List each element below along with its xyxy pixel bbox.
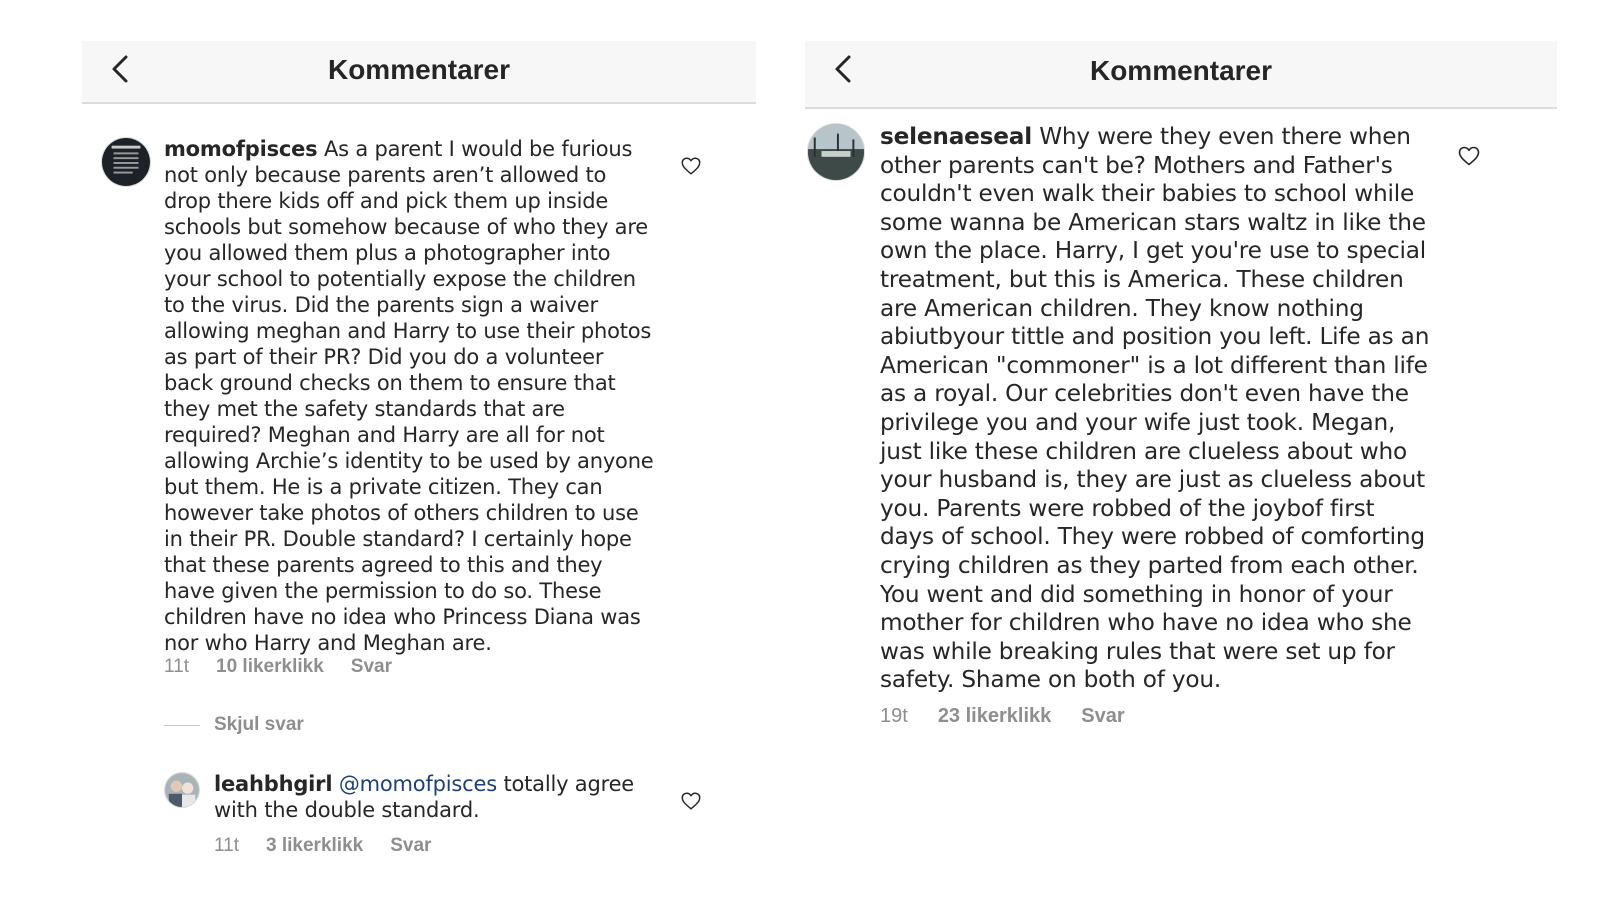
- like-button[interactable]: [1457, 144, 1481, 168]
- comment-text: Why were they even there when other parents can't be? Mothers and Father's couldn't even walk their babies to school while some wanna be American stars waltz in like the own the place. Harry, I get you're use to special treatment, but this is America. These children are American children. They know nothing abiutbyour tittle and position you left. Life as an American "commoner" is a lot different than life as a royal. Our celebrities don't even have the privilege you and your wife just took. Megan, just like these children are clueless about who your husband is, they are just as clueless about you. Parents were robbed of the joybof first days of school. They were robbed of comforting crying children as they parted from each other. You went and did something in honor of your mother for children who have no idea who she was while breaking rules that were set up for safety. Shame on both of you.: [880, 123, 1430, 694]
- reply-time: 11t: [214, 835, 240, 856]
- comment-body: [880, 123, 1435, 695]
- avatar[interactable]: [101, 137, 151, 187]
- comment-meta: [880, 705, 1125, 728]
- comment-text: As a parent I would be furious not only because parents aren’t allowed to drop there kids off and pick them up inside schools but somehow because of who they are you allowed them plus a photographer into your school to potentially expose the children to the virus. Did the parents sign a waiver allowing meghan and Harry to use their photos as part of their PR? Did you do a volunteer back ground checks on them to ensure that they met the safety standards that are required? Meghan and Harry are all for not allowing Archie’s identity to be used by anyone but them. He is a private citizen. They can however take photos of others children to use in their PR. Double standard? I certainly hope that these parents agreed to this and they have given the permission to do so. These children have no idea who Princess Diana was nor who Harry and Meghan are.: [164, 137, 654, 655]
- reply-username[interactable]: leahbhgirl: [214, 772, 333, 796]
- heart-icon: [1457, 144, 1481, 168]
- comment-time: 19t: [880, 705, 908, 727]
- page-title: Kommentarer: [327, 54, 511, 85]
- likes-count[interactable]: 3 likerklikk: [266, 835, 364, 856]
- reply-meta: [214, 835, 431, 857]
- like-button[interactable]: [680, 155, 702, 177]
- right-header: [805, 41, 1557, 109]
- left-header: [82, 41, 756, 104]
- comment-username[interactable]: selenaeseal: [880, 123, 1033, 150]
- comment-time: 11t: [164, 656, 190, 677]
- mention-link[interactable]: @momofpisces: [338, 772, 497, 796]
- heart-icon: [680, 790, 702, 812]
- hide-replies-button[interactable]: [164, 714, 304, 736]
- reply-body: [214, 771, 654, 823]
- hide-replies-label: Skjul svar: [214, 714, 304, 735]
- comment-username[interactable]: momofpisces: [164, 137, 318, 161]
- right-comments-screen: [805, 0, 1600, 912]
- likes-count[interactable]: 23 likerklikk: [937, 705, 1052, 727]
- reply-button[interactable]: Svar: [1081, 705, 1125, 727]
- comment-body: [164, 136, 654, 656]
- reply-button[interactable]: Svar: [350, 656, 392, 677]
- comment-meta: [164, 656, 392, 678]
- likes-count[interactable]: 10 likerklikk: [216, 656, 324, 677]
- heart-icon: [680, 155, 702, 177]
- avatar[interactable]: [807, 123, 865, 181]
- page-title: Kommentarer: [1089, 55, 1273, 86]
- reply-button[interactable]: Svar: [390, 835, 432, 856]
- left-comments-screen: [0, 0, 770, 912]
- divider: [164, 725, 200, 726]
- like-button[interactable]: [680, 790, 702, 812]
- reply-text: totally agree with the double standard.: [214, 772, 635, 822]
- avatar[interactable]: [164, 772, 200, 808]
